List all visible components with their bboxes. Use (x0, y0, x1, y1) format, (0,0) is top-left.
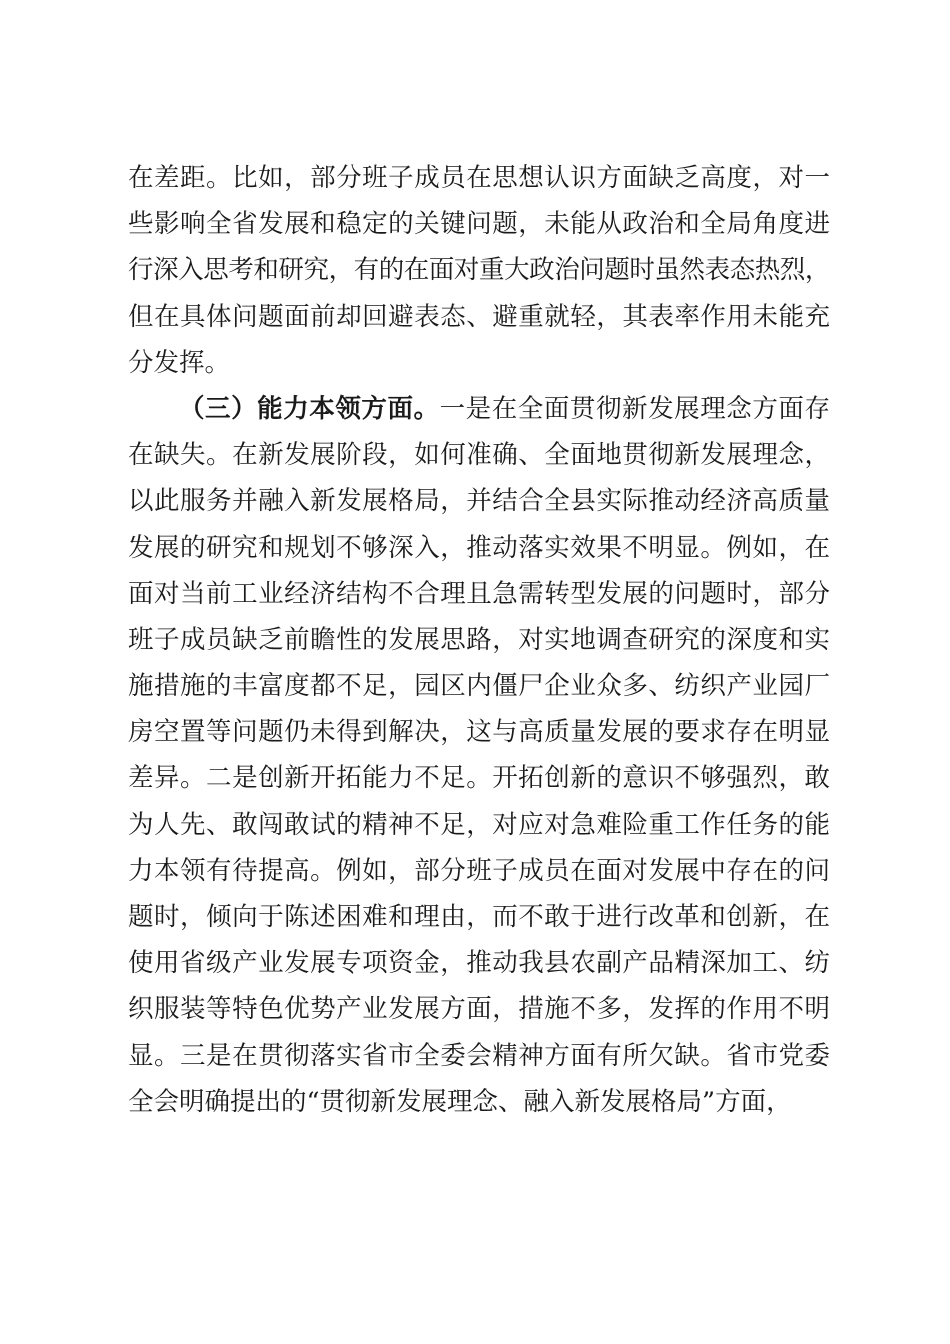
text-line: 行深入思考和研究，有的在面对重大政治问题时虽然表态热烈， (128, 255, 830, 286)
text-line: 力本领有待提高。例如，部分班子成员在面对发展中存在的问 (128, 855, 830, 886)
text-line: 使用省级产业发展专项资金，推动我县农副产品精深加工、纺 (128, 948, 830, 979)
text-line: 发展的研究和规划不够深入，推动落实效果不明显。例如，在 (128, 532, 830, 563)
text-line: 为人先、敢闯敢试的精神不足，对应对急难险重工作任务的能 (128, 809, 830, 840)
text-line: 班子成员缺乏前瞻性的发展思路，对实地调查研究的深度和实 (128, 624, 830, 655)
text-line: 全会明确提出的“贯彻新发展理念、融入新发展格局”方面， (128, 1086, 792, 1117)
text-line: 但在具体问题面前却回避表态、避重就轻，其表率作用未能充 (128, 301, 830, 332)
text-line: 显。三是在贯彻落实省市全委会精神方面有所欠缺。省市党委 (128, 1040, 830, 1071)
paragraph-2 (128, 386, 830, 1125)
text-line: 施措施的丰富度都不足，园区内僵尸企业众多、纺织产业园厂 (128, 671, 830, 702)
document-body (128, 155, 830, 1125)
text-line: 在差距。比如，部分班子成员在思想认识方面缺乏高度，对一 (128, 163, 830, 193)
text-line: 些影响全省发展和稳定的关键问题，未能从政治和全局角度进 (128, 209, 830, 240)
text-line: 题时，倾向于陈述困难和理由，而不敢于进行改革和创新，在 (128, 902, 830, 932)
text-line: 面对当前工业经济结构不合理且急需转型发展的问题时，部分 (128, 578, 830, 609)
text-line-first (128, 386, 830, 432)
text-line: 房空置等问题仍未得到解决，这与高质量发展的要求存在明显 (128, 717, 830, 748)
text-line: 织服装等特色优势产业发展方面，措施不多，发挥的作用不明 (128, 994, 830, 1025)
text-line: 差异。二是创新开拓能力不足。开拓创新的意识不够强烈，敢 (128, 763, 830, 794)
section-heading: （三）能力本领方面。 (179, 393, 440, 424)
text-line: 以此服务并融入新发展格局，并结合全县实际推动经济高质量 (128, 486, 830, 517)
first-line-text: 一是在全面贯彻新发展理念方面存 (439, 393, 830, 424)
paragraph-1 (128, 155, 830, 386)
text-line: 在缺失。在新发展阶段，如何准确、全面地贯彻新发展理念， (128, 440, 830, 471)
text-line: 分发挥。 (128, 347, 231, 378)
